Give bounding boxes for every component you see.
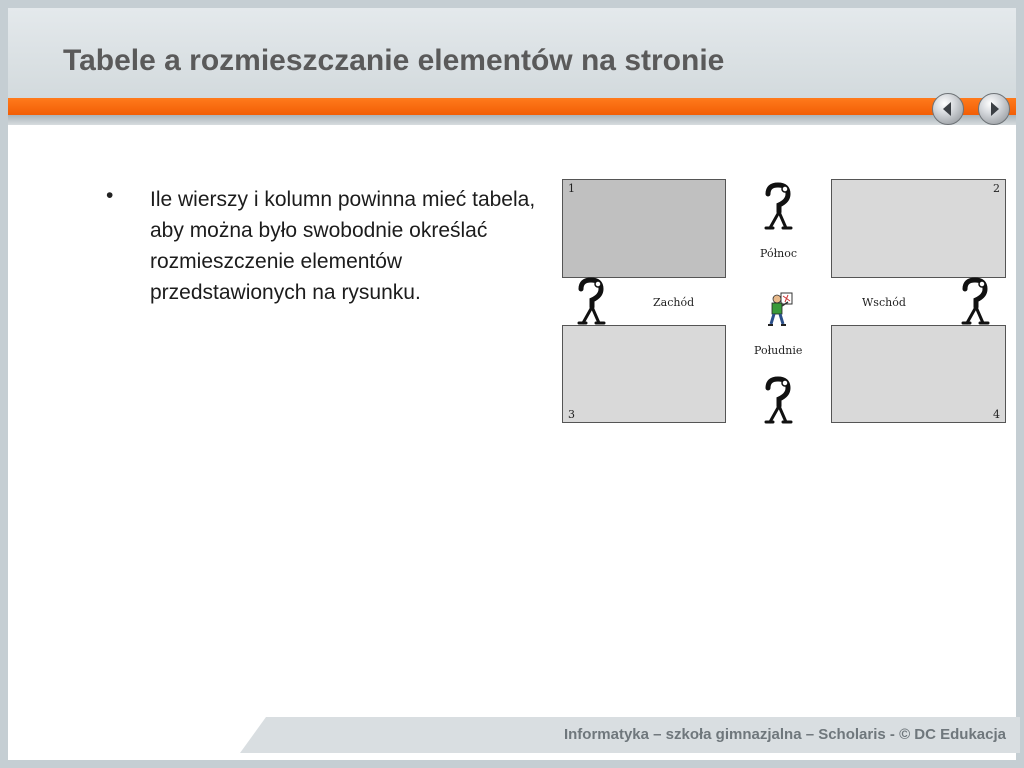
- previous-slide-button[interactable]: [932, 93, 964, 125]
- cell-number: 1: [568, 182, 575, 195]
- next-slide-button[interactable]: [978, 93, 1010, 125]
- bullet-marker: •: [106, 184, 114, 207]
- slide-title: Tabele a rozmieszczanie elementów na stronie: [63, 44, 725, 77]
- orange-accent-bar: [8, 98, 1016, 115]
- slide: [8, 8, 1016, 760]
- footer-text: Informatyka – szkoła gimnazjalna – Scholaris - © DC Edukacja: [563, 726, 1006, 743]
- person-with-map-icon: [766, 291, 796, 327]
- diagram-cell-2: [831, 179, 1006, 278]
- cell-number: 4: [993, 408, 1000, 421]
- arrow-left-icon: [933, 94, 963, 124]
- header-divider: [8, 115, 1016, 125]
- layout-diagram: [562, 179, 1008, 425]
- direction-west: Zachód: [653, 296, 695, 309]
- question-mark-figure-icon: [957, 277, 993, 325]
- diagram-cell-4: [831, 325, 1006, 423]
- cell-number: 2: [993, 182, 1000, 195]
- bullet-item: Ile wierszy i kolumn powinna mieć tabela, aby można było swobodnie określać rozmieszczenie elementów przedstawionych na rysunku.: [150, 188, 536, 304]
- direction-south: Południe: [754, 344, 803, 357]
- diagram-cell-3: [562, 325, 726, 423]
- question-mark-figure-icon: [573, 277, 609, 325]
- diagram-cell-1: [562, 179, 726, 278]
- question-mark-figure-icon: [760, 376, 796, 424]
- question-mark-figure-icon: [760, 182, 796, 230]
- arrow-right-icon: [979, 94, 1009, 124]
- direction-north: Północ: [760, 247, 798, 260]
- direction-east: Wschód: [862, 296, 906, 309]
- cell-number: 3: [568, 408, 575, 421]
